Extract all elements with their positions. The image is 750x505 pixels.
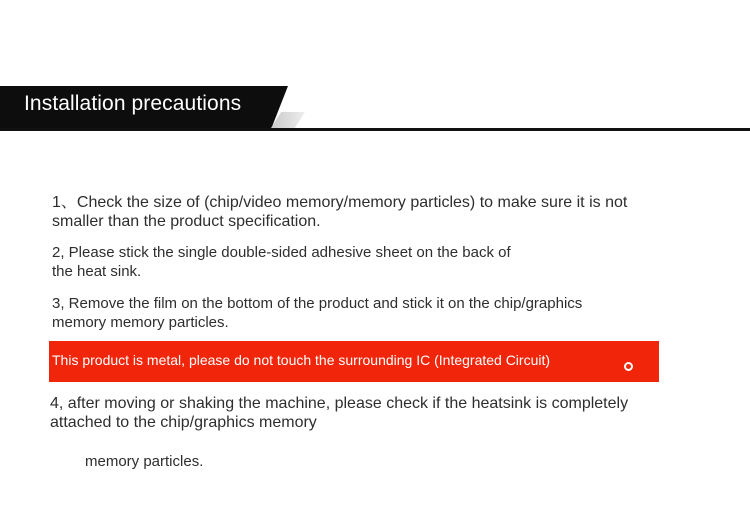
step-4-line-1: 4, after moving or shaking the machine, please check if the heatsink is completely (50, 395, 629, 412)
step-4-line-2: attached to the chip/graphics memory (50, 414, 317, 431)
circle-icon (624, 362, 633, 371)
warning-banner (49, 341, 659, 382)
step-3-text (52, 294, 582, 332)
step-4-line-3: memory particles. (85, 453, 204, 470)
step-1-line-2: smaller than the product specification. (52, 213, 321, 230)
step-3-line-2: memory memory particles. (52, 314, 229, 331)
step-2-text (52, 243, 511, 281)
warning-text: This product is metal, please do not touch the surrounding IC (Integrated Circuit) (52, 352, 551, 368)
page-title: Installation precautions (24, 92, 242, 115)
step-2-line-1: 2, Please stick the single double-sided adhesive sheet on the back of (52, 244, 511, 261)
header-divider (0, 128, 750, 131)
step-2-line-2: the heat sink. (52, 263, 142, 280)
step-1-line-1: 1、Check the size of (chip/video memory/memory particles) to make sure it is not (52, 194, 628, 211)
step-3-line-1: 3, Remove the film on the bottom of the product and stick it on the chip/graphics (52, 295, 583, 312)
step-1-text (52, 193, 627, 231)
step-4-text (50, 394, 628, 432)
